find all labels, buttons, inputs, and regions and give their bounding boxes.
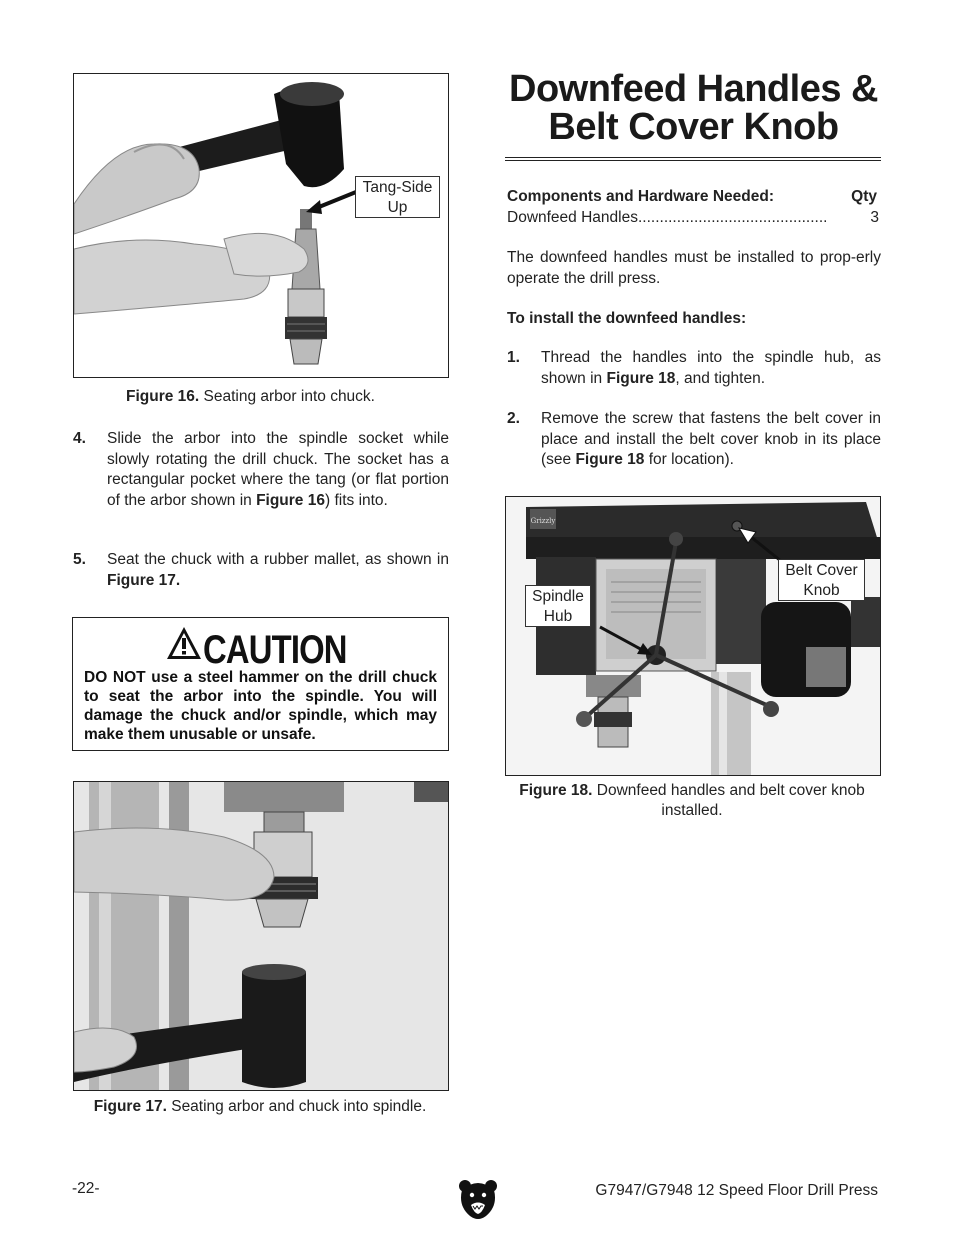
components-header-label: Components and Hardware Needed: (507, 188, 774, 205)
tang-side-up-callout: Tang-Side Up (355, 176, 440, 218)
title-line-2: Belt Cover Knob (548, 106, 839, 148)
page-title (506, 70, 881, 146)
intro-paragraph: The downfeed handles must be installed to prop-erly operate the drill press. (507, 249, 881, 287)
step-4-text: Slide the arbor into the spindle socket while slowly rotating the drill chuck. The socket has a rectangular pocket where the tang (or flat portion of the arbor shown in Figure 16) fits into. (107, 430, 449, 509)
step-2-number: 2. (507, 410, 520, 427)
caution-heading: CAUTION (203, 628, 347, 672)
figure-17-text: Seating arbor and chuck into spindle. (166, 1098, 427, 1115)
chuck-into-spindle-illustration (74, 782, 448, 1090)
component-name: Downfeed Handles (507, 209, 638, 226)
figure-18-text: Downfeed handles and belt cover knob installed. (592, 782, 865, 819)
title-rule (505, 157, 881, 161)
figure-16-image (73, 73, 449, 378)
figure-16-text: Seating arbor into chuck. (199, 388, 375, 405)
step-5 (73, 550, 449, 595)
spindle-hub-callout: Spindle Hub (525, 585, 591, 627)
figure-18-ref-1: Figure 18 (606, 369, 676, 387)
hammer-and-chuck-illustration (74, 74, 448, 377)
model-name: G7947/G7948 12 Speed Floor Drill Press (595, 1182, 878, 1199)
step-5-number: 5. (73, 551, 86, 568)
component-dots: ............................................ (637, 209, 828, 226)
step-4 (73, 429, 449, 534)
components-header (507, 186, 877, 207)
figure-17-caption (73, 1097, 447, 1117)
warning-triangle-icon (166, 626, 202, 660)
component-row (507, 207, 879, 228)
page-number: -22- (72, 1180, 100, 1197)
qty-header: Qty (851, 188, 877, 205)
figure-16-label: Figure 16. (126, 388, 200, 405)
figure-16-caption (73, 387, 428, 407)
figure-18-image (505, 496, 881, 776)
figure-17-label: Figure 17. (93, 1098, 167, 1115)
step-1-number: 1. (507, 349, 520, 366)
figure-18-ref-2: Figure 18 (575, 451, 645, 468)
step-1 (507, 348, 881, 393)
figure-16-ref: Figure 16 (256, 491, 325, 509)
step-4-number: 4. (73, 430, 86, 447)
step-2-text: Remove the screw that fastens the belt cover in place and install the belt cover knob in its place (see Figure 18 for location). (541, 410, 881, 468)
grizzly-logo-text: Grizzly (530, 517, 556, 525)
caution-box (72, 617, 449, 751)
step-5-text: Seat the chuck with a rubber mallet, as shown in Figure 17. (107, 551, 449, 589)
figure-18-label: Figure 18. (519, 782, 593, 799)
caution-text: DO NOT use a steel hammer on the drill chuck to seat the arbor into the spindle. You will damage the chuck and/or spindle, which may make them unusable or unsafe. (84, 669, 437, 743)
step-2 (507, 409, 881, 474)
drill-press-head-illustration (506, 497, 880, 775)
belt-cover-knob-callout: Belt Cover Knob (778, 559, 865, 601)
step-1-text: Thread the handles into the spindle hub, as shown in Figure 18, and tighten. (541, 349, 881, 387)
title-line-1: Downfeed Handles & (509, 68, 878, 110)
figure-17-ref: Figure 17. (107, 571, 181, 589)
component-qty: 3 (870, 209, 879, 226)
grizzly-bear-logo-icon (458, 1178, 498, 1222)
figure-17-image (73, 781, 449, 1091)
figure-18-caption (505, 781, 879, 821)
install-heading: To install the downfeed handles: (507, 310, 747, 327)
